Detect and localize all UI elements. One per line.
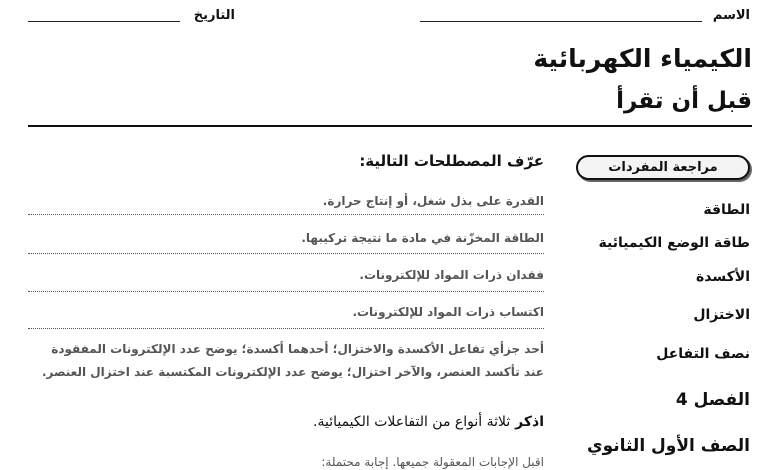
term-label: الاختزال [693,307,750,323]
term-answer: الطاقة المخزّنة في مادة ما نتيجة تركيبها. [301,231,544,245]
answer-line[interactable] [28,214,544,215]
page-subtitle: قبل أن تقرأ [616,88,752,114]
answer-line[interactable] [28,328,544,329]
instruction-text: عرّف المصطلحات التالية: [359,152,544,170]
answer-line[interactable] [28,291,544,292]
question-lead: اذكر [515,414,544,430]
name-fill-line[interactable] [420,21,702,22]
page-title: الكيمياء الكهربائية [533,44,752,73]
grade-label: الصف الأول الثانوي [586,436,750,456]
term-label: نصف التفاعل [656,346,750,362]
term-answer: اكتساب ذرات المواد للإلكترونات. [352,305,544,319]
question-hint: اقبل الإجابات المعقولة جميعها. إجابة محتملة: [321,455,544,469]
answer-line[interactable] [28,253,544,254]
date-fill-line[interactable] [28,21,180,22]
term-label: الطاقة [703,202,750,218]
term-answer: القدرة على بذل شغل، أو إنتاج حرارة. [322,194,544,208]
term-answer: فقدان ذرات المواد للإلكترونات. [359,268,544,282]
date-label: التاريخ [193,8,235,23]
term-label: طاقة الوضع الكيميائية [598,235,750,251]
name-label: الاسم [712,8,750,23]
title-divider [28,125,752,127]
term-label: الأكسدة [696,269,750,285]
term-answer-line1: أحد جزأي تفاعل الأكسدة والاختزال؛ أحدهما أكسدة؛ يوضح عدد الإلكترونات المفقودة [51,342,544,356]
chapter-label: الفصل 4 [675,390,750,410]
term-answer-line2: عند تأكسد العنصر، والآخر اختزال؛ يوضح عدد الإلكترونات المكتسبة عند اختزال العنصر. [41,365,544,379]
question-prompt [313,414,544,430]
question-text: ثلاثة أنواع من التفاعلات الكيميائية. [313,414,511,430]
vocabulary-review-badge: مراجعة المفردات [576,155,750,180]
